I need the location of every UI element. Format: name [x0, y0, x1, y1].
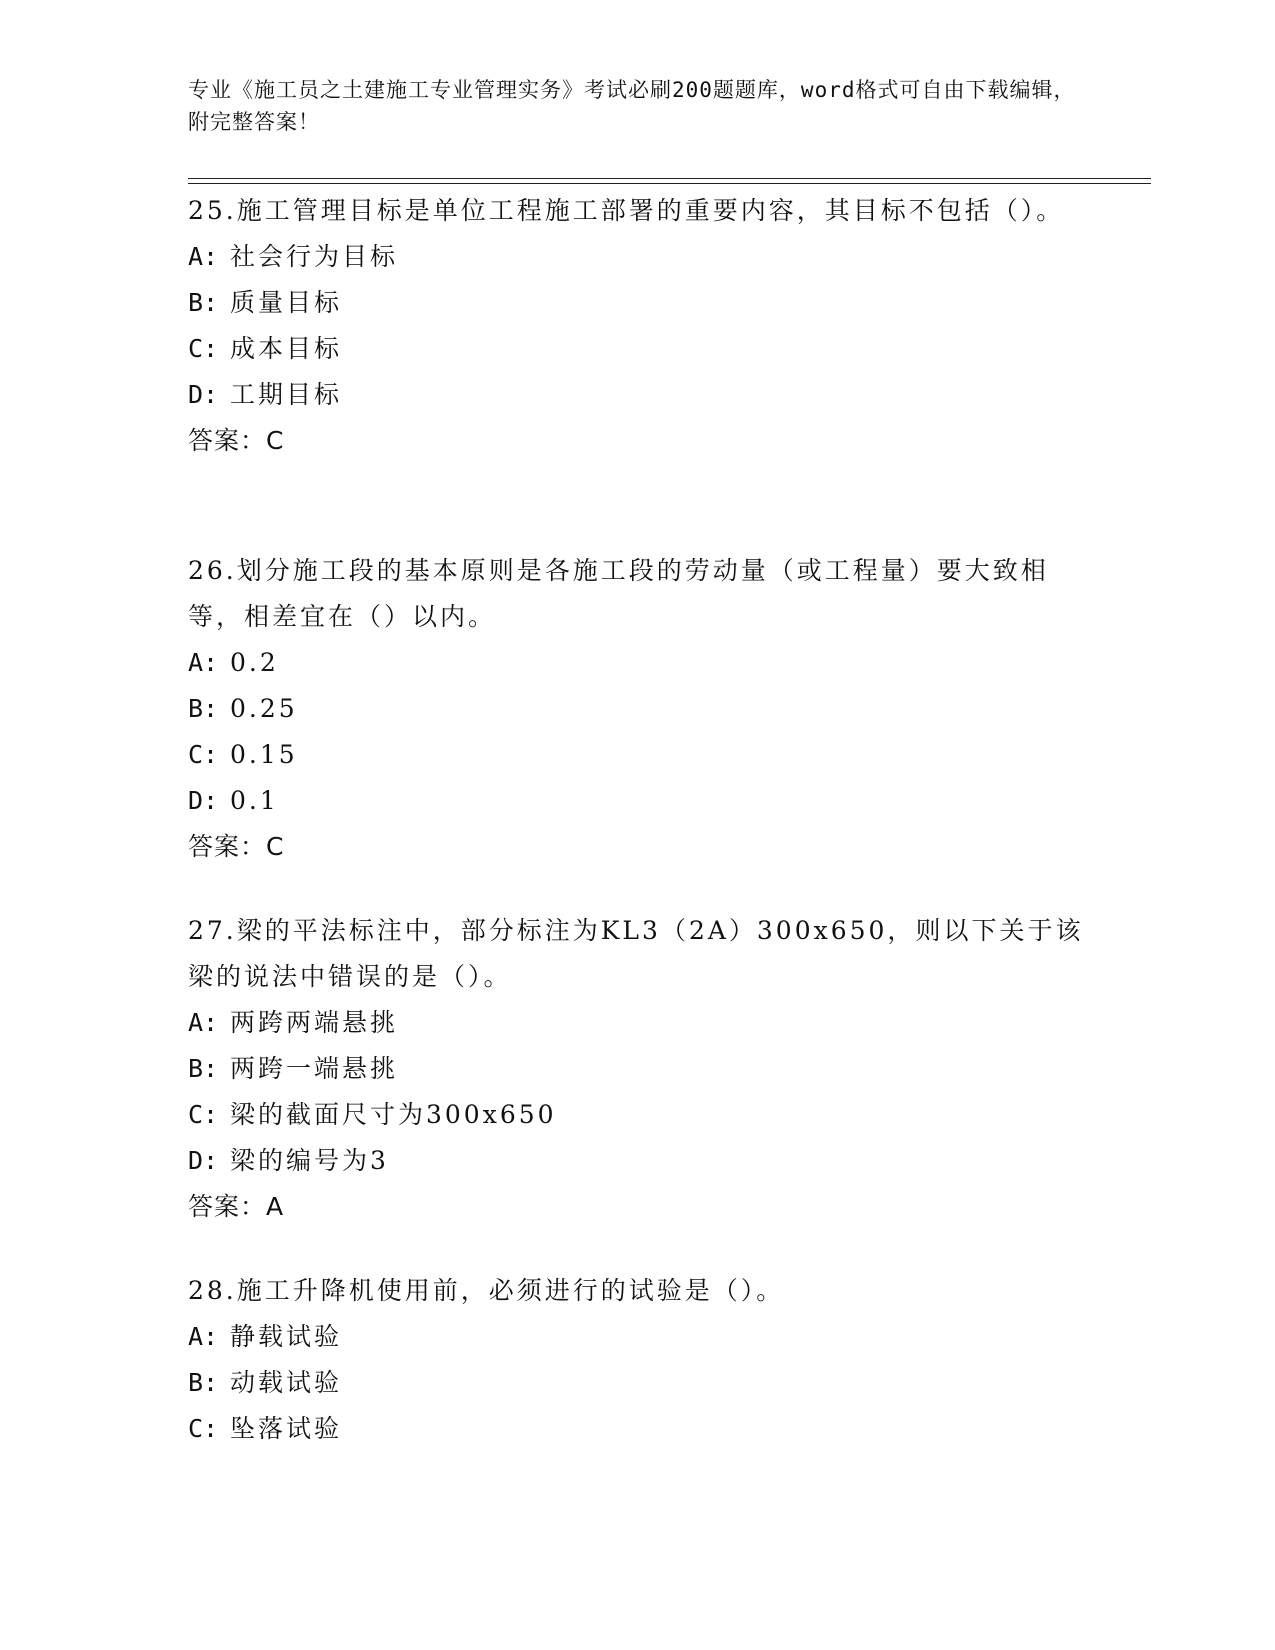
option-key: C: — [188, 334, 219, 363]
question-stem: 25.施工管理目标是单位工程施工部署的重要内容，其目标不包括（）。 — [188, 196, 1065, 225]
header-divider-bottom — [188, 183, 1151, 184]
option-key: A: — [188, 242, 219, 271]
option-key: A: — [188, 648, 219, 677]
option-key: B: — [188, 694, 219, 723]
question-26 — [188, 548, 1088, 870]
option-a — [188, 234, 1088, 280]
option-key: A: — [188, 1008, 219, 1037]
option-c — [188, 1092, 1088, 1138]
option-key: C: — [188, 1100, 219, 1129]
option-a — [188, 1314, 1088, 1360]
question-25 — [188, 188, 1088, 464]
option-d — [188, 1138, 1088, 1184]
document-header: 专业《施工员之土建施工专业管理实务》考试必刷200题题库，word格式可自由下载编辑，附完整答案！ — [188, 78, 1076, 134]
header-divider-top — [188, 178, 1151, 179]
option-c — [188, 1406, 1088, 1452]
option-c — [188, 326, 1088, 372]
option-text: 动载试验 — [230, 1368, 343, 1397]
question-stem: 26.划分施工段的基本原则是各施工段的劳动量（或工程量）要大致相等，相差宜在（）以内。 — [188, 556, 1049, 631]
option-key: D: — [188, 1146, 219, 1175]
option-b — [188, 1046, 1088, 1092]
option-d — [188, 778, 1088, 824]
option-text: 静载试验 — [230, 1322, 343, 1351]
option-text: 工期目标 — [230, 380, 343, 409]
option-text: 成本目标 — [230, 334, 343, 363]
option-text: 梁的截面尺寸为300x650 — [230, 1100, 557, 1129]
option-text: 0.1 — [230, 786, 279, 815]
option-key: B: — [188, 1054, 219, 1083]
option-key: D: — [188, 380, 219, 409]
option-a — [188, 640, 1088, 686]
question-stem: 28.施工升降机使用前，必须进行的试验是（）。 — [188, 1276, 785, 1305]
option-key: C: — [188, 1414, 219, 1443]
option-text: 0.25 — [230, 694, 298, 723]
option-key: D: — [188, 786, 219, 815]
option-text: 0.15 — [230, 740, 298, 769]
option-key: C: — [188, 740, 219, 769]
option-c — [188, 732, 1088, 778]
option-text: 两跨一端悬挑 — [230, 1054, 399, 1083]
question-stem: 27.梁的平法标注中，部分标注为KL3（2A）300x650，则以下关于该梁的说法中错误的是（）。 — [188, 916, 1084, 991]
option-a — [188, 1000, 1088, 1046]
answer-line: 答案：C — [188, 832, 285, 861]
option-d — [188, 372, 1088, 418]
option-text: 0.2 — [230, 648, 279, 677]
option-text: 坠落试验 — [230, 1414, 343, 1443]
option-key: A: — [188, 1322, 219, 1351]
option-key: B: — [188, 288, 219, 317]
option-b — [188, 686, 1088, 732]
question-28 — [188, 1268, 1088, 1452]
option-key: B: — [188, 1368, 219, 1397]
option-b — [188, 1360, 1088, 1406]
answer-line: 答案：C — [188, 426, 285, 455]
answer-line: 答案：A — [188, 1192, 285, 1221]
option-b — [188, 280, 1088, 326]
option-text: 质量目标 — [230, 288, 343, 317]
question-27 — [188, 908, 1088, 1230]
option-text: 梁的编号为3 — [230, 1146, 389, 1175]
option-text: 两跨两端悬挑 — [230, 1008, 399, 1037]
option-text: 社会行为目标 — [230, 242, 399, 271]
